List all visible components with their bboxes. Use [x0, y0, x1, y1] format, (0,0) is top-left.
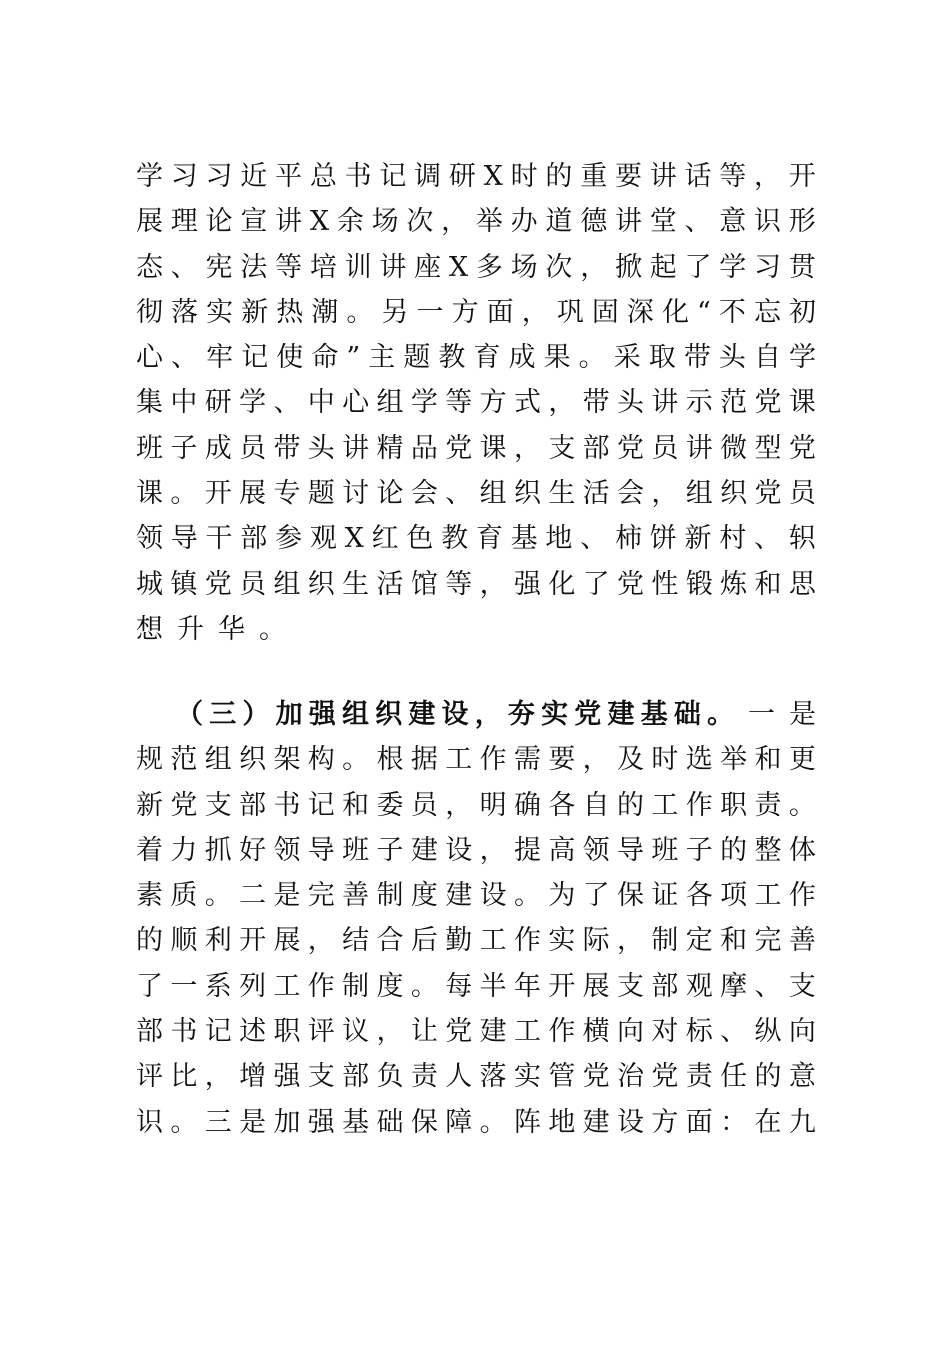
- section-heading-tail: 一是: [748, 699, 830, 730]
- paragraph-2-heading-line: [136, 692, 830, 737]
- paragraph-1-line-8: 课 。 开 展 专 题 讨 论 会 、 组 织 生 活 会 ， 组 织 党 员: [136, 478, 816, 510]
- paragraph-1-line-10: 城 镇 党 员 组 织 生 活 馆 等 ， 强 化 了 党 性 锻 炼 和 思: [136, 568, 816, 600]
- paragraph-1-line-5: 心 、 牢 记 使 命 ” 主 题 教 育 成 果 。 采 取 带 头 自 学: [136, 342, 816, 374]
- paragraph-1: [136, 154, 816, 652]
- paragraph-2-line-4: 素 质 。 二 是 完 善 制 度 建 设 。 为 了 保 证 各 项 工 作: [136, 880, 816, 912]
- paragraph-1-line-6: 集 中 研 学 、 中 心 组 学 等 方 式 ， 带 头 讲 示 范 党 课: [136, 387, 816, 419]
- paragraph-2-line-3: 着 力 抓 好 领 导 班 子 建 设 ， 提 高 领 导 班 子 的 整 体: [136, 834, 816, 866]
- paragraph-1-line-9: 领 导 干 部 参 观 X 红 色 教 育 基 地 、 柿 饼 新 村 、 轵: [136, 523, 816, 555]
- paragraph-1-line-7: 班 子 成 员 带 头 讲 精 品 党 课 ， 支 部 党 员 讲 微 型 党: [136, 432, 816, 464]
- paragraph-1-line-4: 彻 落 实 新 热 潮 。 另 一 方 面 ， 巩 固 深 化 “ 不 忘 初: [136, 296, 816, 328]
- paragraph-2-line-9: 识 。 三 是 加 强 基 础 保 障 。 阵 地 建 设 方 面 ： 在 九: [136, 1106, 816, 1138]
- paragraph-1-line-3: 态 、 宪 法 等 培 训 讲 座 X 多 场 次 ， 掀 起 了 学 习 贯: [136, 251, 816, 283]
- paragraph-2-line-1: 规 范 组 织 架 构 。 根 据 工 作 需 要 ， 及 时 选 举 和 更: [136, 744, 816, 776]
- paragraph-2-line-8: 评 比 ， 增 强 支 部 负 责 人 落 实 管 党 治 党 责 任 的 意: [136, 1061, 816, 1093]
- paragraph-2-line-7: 部 书 记 述 职 评 议 ， 让 党 建 工 作 横 向 对 标 、 纵 向: [136, 1016, 816, 1048]
- indent-spacer: [136, 692, 176, 737]
- paragraph-2-line-2: 新 党 支 部 书 记 和 委 员 ， 明 确 各 自 的 工 作 职 责 。: [136, 789, 816, 821]
- paragraph-2-line-5: 的 顺 利 开 展 ， 结 合 后 勤 工 作 实 际 ， 制 定 和 完 善: [136, 925, 816, 957]
- paragraph-2: [136, 692, 830, 1145]
- section-heading: （ 三 ） 加 强 组 织 建 设 ， 夯 实 党 建 基 础 。: [176, 699, 734, 730]
- paragraph-1-line-11: 想升华。: [136, 613, 300, 645]
- paragraph-1-line-2: 展 理 论 宣 讲 X 余 场 次 ， 举 办 道 德 讲 堂 、 意 识 形: [136, 206, 816, 238]
- paragraph-1-line-1: 学 习 习 近 平 总 书 记 调 研 X 时 的 重 要 讲 话 等 ， 开: [136, 161, 816, 192]
- paragraph-2-line-6: 了 一 系 列 工 作 制 度 。 每 半 年 开 展 支 部 观 摩 、 支: [136, 970, 816, 1002]
